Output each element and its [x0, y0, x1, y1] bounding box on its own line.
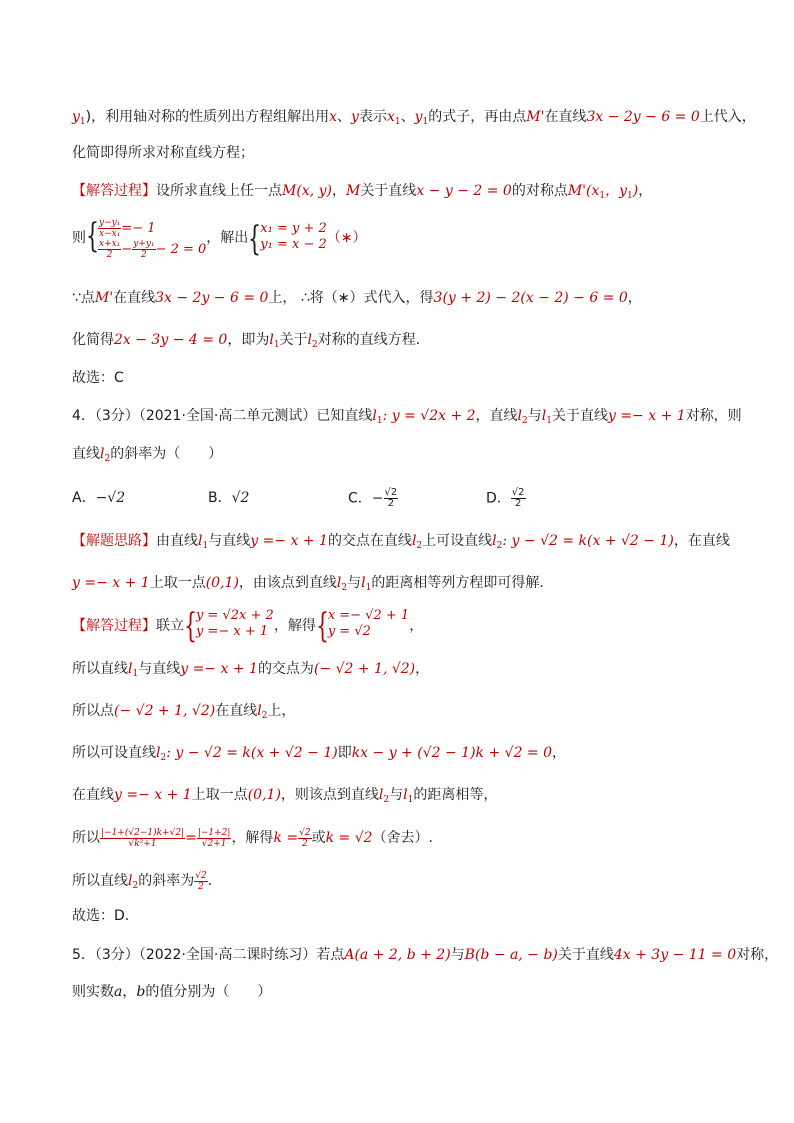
solution-idea-line-2: y =− x + 1上取一点(0,1)，由该点到直线$l_2$与$l_1$的距离相等列方程即可得解. [72, 575, 544, 593]
solution-line-1: $y_1$)，利用轴对称的性质列出方程组解出用x、y表示$x_1$、$y_1$的式子，再由点M'在直线3x − 2y − 6 = 0上代入， [72, 109, 756, 127]
question-5-line-1: 5．（3分）（2022·全国·高二课时练习）若点A(a + 2, b + 2)与B(b − a, − b)关于直线4x + 3y − 11 = 0对称， [72, 947, 779, 963]
option-d[interactable]: D． $\frac{√2}{2}$ [486, 487, 525, 509]
option-a[interactable]: A．−√2 [72, 490, 126, 506]
joint-solution: { x =− √2 + 1 y = √2 [315, 606, 410, 646]
option-b[interactable]: B．√2 [208, 490, 250, 506]
answer-process-line-6: 所以 $\frac{|-1+(√2-1)k+√2|}{\text{√k²+1}}$ = $\frac{|-1+2|}{√2+1}$ ，解得k = $\frac{√2}{2}$ 或k = √2（舍去）. [72, 827, 433, 849]
option-c[interactable]: C．− $\frac{√2}{2}$ [348, 487, 398, 509]
question-4-line-2: 直线$l_2$的斜率为（ ） [72, 446, 223, 464]
answer-process-tag: 【解答过程】 [72, 183, 156, 199]
answer-line-q4: 故选：D. [72, 908, 130, 924]
solution-line-6: 化简得2x − 3y − 4 = 0，即为$l_1$关于$l_2$对称的直线方程． [72, 332, 430, 350]
solution-idea-tag: 【解题思路】 [72, 533, 156, 549]
answer-line-q3: 故选：C [72, 370, 124, 386]
answer-process-line-7: 所以直线$l_2$的斜率为 $\frac{√2}{2}$ . [72, 870, 213, 892]
solution-idea-line-1: 【解题思路】由直线$l_1$与直线y =− x + 1的交点在直线$l_2$上可设直线$l_2$: y − √2 = k(x + √2 − 1)，在直线 [72, 533, 730, 551]
answer-process-line-4: 所以可设直线$l_2$: y − √2 = k(x + √2 − 1)即kx − y + (√2 − 1)k + √2 = 0， [72, 745, 567, 763]
solution-system: { x₁ = y + 2 y₁ = x − 2 [248, 219, 327, 259]
solution-line-3: 【解答过程】设所求直线上任一点M(x, y)，M关于直线x − y − 2 = 0的对称点$M'(x_1$，$y_1$)， [72, 183, 653, 201]
answer-process-line-2: 所以直线$l_1$与直线y =− x + 1的交点为(− √2 + 1, √2)， [72, 661, 430, 679]
options-row [72, 488, 772, 516]
solution-line-2: 化简即得所求对称直线方程； [72, 145, 254, 161]
answer-process-line-1: 【解答过程】联立 { y = √2x + 2 y =− x + 1 ，解得 { x =− √2 + 1 y = √2 ， [72, 606, 424, 646]
answer-process-line-3: 所以点(− √2 + 1, √2)在直线$l_2$上， [72, 703, 296, 721]
joint-system: { y = √2x + 2 y =− x + 1 [184, 606, 274, 646]
question-5-line-2: 则实数a，b的值分别为（ ） [72, 984, 272, 1000]
equation-system: { $\frac{\text{y−y₁}}{\text{x−x₁}}$ =− 1 $\frac{\text{x+x₁}}{2}$ − $\frac{\text{y+y₁}}{2}$ − 2 = 0 [86, 216, 207, 260]
question-4-line-1: 4．（3分）（2021·全国·高二单元测试）已知直线$l_1$: y = √2x + 2，直线$l_2$与$l_1$关于直线y =− x + 1对称，则 [72, 408, 742, 426]
answer-process-line-5: 在直线y =− x + 1上取一点(0,1)，则该点到直线$l_2$与$l_1$的距离相等， [72, 787, 498, 805]
solution-line-4: 则 { $\frac{\text{y−y₁}}{\text{x−x₁}}$ =− 1 $\frac{\text{x+x₁}}{2}$ − $\frac{\text{y+y₁}}{2}$ − 2 = 0 ，解出 { x₁ = y + 2 y₁ = x − 2 （∗） [72, 216, 367, 260]
solution-line-5: ∵点M'在直线3x − 2y − 6 = 0上， ∴将（∗）式代入，得3(y + 2) − 2(x − 2) − 6 = 0， [72, 290, 642, 306]
